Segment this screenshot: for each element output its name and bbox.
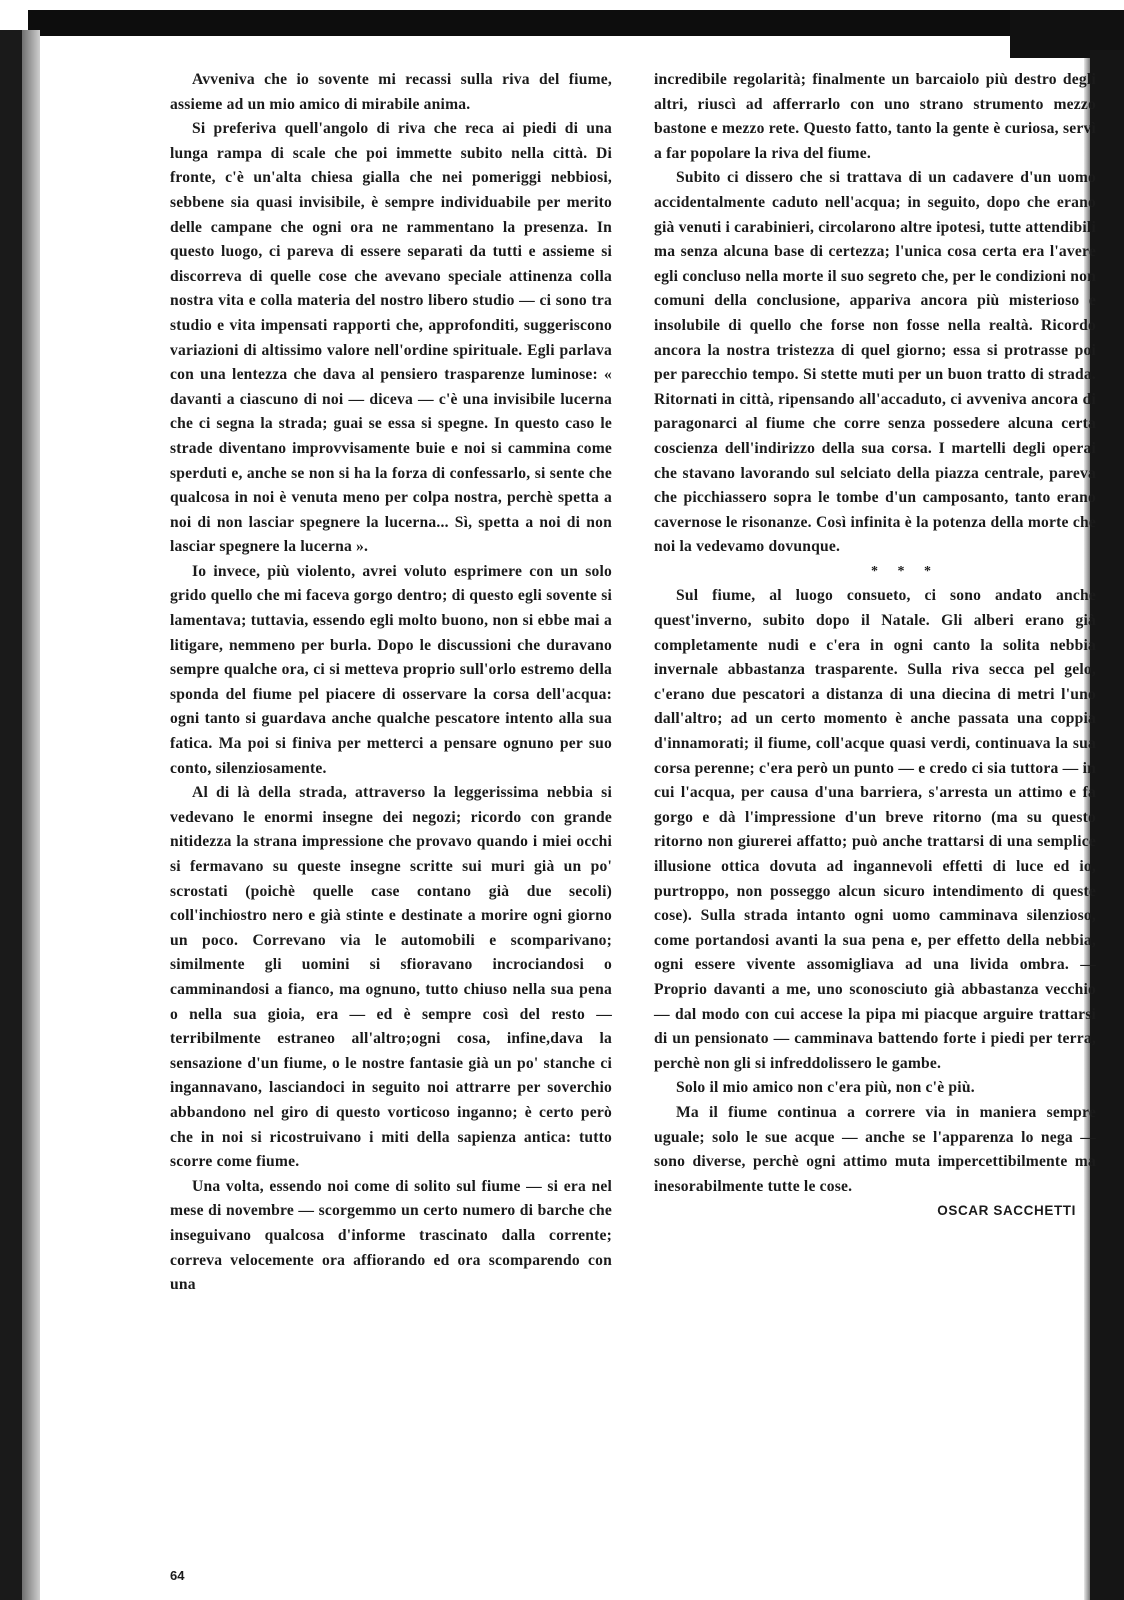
left-column (170, 68, 612, 1298)
paragraph: Ma il fiume continua a correre via in maniera sempre uguale; solo le sue acque — anche se l'apparenza lo nega — sono diverse, perchè ogni attimo muta impercettibilmente ma inesorabilmente tutte le cose. (654, 1103, 1096, 1195)
paragraph: Una volta, essendo noi come di solito sul fiume — si era nel mese di novembre — scorgemmo un certo numero di barche che inseguivano qualcosa d'informe trascinato dalla corrente; correva velocemente ora affiorando ed ora scomparendo con una (170, 1177, 612, 1294)
paragraph: Al di là della strada, attraverso la leggerissima nebbia si vedevano le enormi insegne dei negozi; ricordo con grande nitidezza la strana impressione che provavo quando i miei occhi si fermavano su queste insegne scritte sui muri già un po' scrostati (poichè quelle case contano già due secoli) coll'inchiostro nero e già stinte e destinate a morire ogni giorno un poco. Correvano via le automobili e scomparivano; similmente gli uomini si sfioravano incrociandosi o camminandosi a fianco, ma ognuno, tutto chiuso nella sua pena o nella sua gioia, era — ed è sempre così del resto — terribilmente estraneo all'altro;ogni cosa, infine,dava la sensazione d'un fiume, o le nostre fantasie già un po' stanche ci ingannavano, lasciandoci in seguito noi attrarre per soverchio abbandono nel giro di questo vorticoso inganno; è certo però che in noi si ricostruivano i miti della sapienza antica: tutto scorre come fiume. (170, 784, 612, 1171)
paragraph: Avveniva che io sovente mi recassi sulla riva del fiume, assieme ad un mio amico di mirabile anima. (170, 71, 612, 113)
page-number: 64 (170, 1568, 185, 1583)
paragraph: Io invece, più violento, avrei voluto esprimere con un solo grido quello che mi faceva gorgo dentro; di questo egli sovente si lamentava; tuttavia, essendo egli molto buono, non si ebbe mai a litigare, nemmeno per burla. Dopo le discussioni che duravano sempre qualche ora, ci si metteva proprio sull'orlo estremo della sponda del fiume pel piacere di osservare la corsa dell'acqua: ogni tanto si guardava anche qualche pescatore intento alla sua fatica. Ma poi si finiva per metterci a pensare ognuno per suo conto, silenziosamente. (170, 562, 612, 777)
paragraph: Solo il mio amico non c'era più, non c'è più. (676, 1079, 975, 1097)
paragraph: Subito ci dissero che si trattava di un cadavere d'un uomo accidentalmente caduto nell'acqua; in seguito, dopo che erano già venuti i carabinieri, circolarono altre ipotesi, tutte attendibili ma senza alcuna base di certezza; l'unica cosa certa era l'avere egli concluso nella morte il suo segreto che, per le condizioni non comuni della conclusione, appariva ancora più misterioso e insolubile di quello che forse non fosse nella realtà. Ricordo ancora la nostra tristezza di quel giorno; essa si protrasse poi per parecchio tempo. Si stette muti per un buon tratto di strada. Ritornati in città, ripensando all'accaduto, ci avveniva ancora di paragonarci al fiume che corre senza possedere alcuna certa coscienza dell'indirizzo della sua corsa. I martelli degli operai che stavano lavorando sul selciato della piazza centrale, pareva che picchiassero sopra le tombe d'un camposanto, tanto erano cavernose le risonanze. Così infinita è la potenza della morte che noi la vedevamo dovunque. (654, 169, 1096, 556)
paragraph: Sul fiume, al luogo consueto, ci sono andato anche quest'inverno, subito dopo il Natale. Gli alberi erano già completamente nudi e c'era in ogni canto la solita nebbia invernale abbastanza trasparente. Sulla riva secca pel gelo, c'erano due pescatori a distanza di una diecina di metri l'uno dall'altro; ad un certo momento è anche passata una coppia d'innamorati; il fiume, coll'acque quasi verdi, continuava la sua corsa perenne; c'era però un punto — e credo ci sia tuttora — in cui l'acqua, per causa d'una barriera, s'arresta un attimo e fa gorgo e dà l'impressione d'un breve ritorno (ma su questo ritorno non giurerei affatto; può anche trattarsi di una semplice illusione ottica dovuta ad ingannevoli effetti di luce ed io, purtroppo, non posseggo alcun sicuro intendimento di queste cose). Sulla strada intanto ogni uomo camminava silenzioso, come portandosi avanti la sua pena e, per effetto della nebbia, ogni essere vivente assomigliava ad una livida ombra. — Proprio davanti a me, uno sconosciuto già abbastanza vecchio — dal modo con cui accese la pipa mi piacque arguire trattarsi di un pensionato — camminava battendo forte i piedi per terra, perchè non gli si infreddolissero le gambe. (654, 587, 1096, 1072)
author-signature: OSCAR SACCHETTI (937, 1203, 1076, 1219)
section-break: * * * (871, 563, 939, 579)
right-column (654, 68, 1096, 1224)
paragraph: Si preferiva quell'angolo di riva che reca ai piedi di una lunga rampa di scale che poi immette subito nella città. Di fronte, c'è un'alta chiesa gialla che nei pomeriggi nebbiosi, sebbene sia quasi invisibile, è sempre individuabile per merito delle campane che ogni ora ne rammentano la presenza. In questo luogo, ci pareva di essere separati da tutti e assieme si discorreva di quelle cose che avevano speciale attinenza colla nostra vita e colla materia del nostro libero studio — ci sono tra studio e vita impensati rapporti che, approfonditi, suggeriscono variazioni di altissimo valore nell'ordine spirituale. Egli parlava con una lentezza che dava al pensiero trasparenze luminose: « davanti a ciascuno di noi — diceva — c'è una invisibile lucerna che ci segna la strada; guai se essa si spegne. In questo caso le strade diventano improvvisamente buie e noi si cammina come sperduti e, anche se non si ha la forza di confessarlo, si sente che qualcosa in noi è venuta meno per colpa nostra, perchè spetta a noi di non lasciar spegnere la lucerna... Sì, spetta a noi di non lasciar spegnere la lucerna ». (170, 120, 612, 556)
paragraph-continuation: incredibile regolarità; finalmente un barcaiolo più destro degli altri, riuscì ad afferrarlo con uno strano strumento mezzo bastone e mezzo rete. Questo fatto, tanto la gente è curiosa, servì a far popolare la riva del fiume. (654, 71, 1096, 162)
